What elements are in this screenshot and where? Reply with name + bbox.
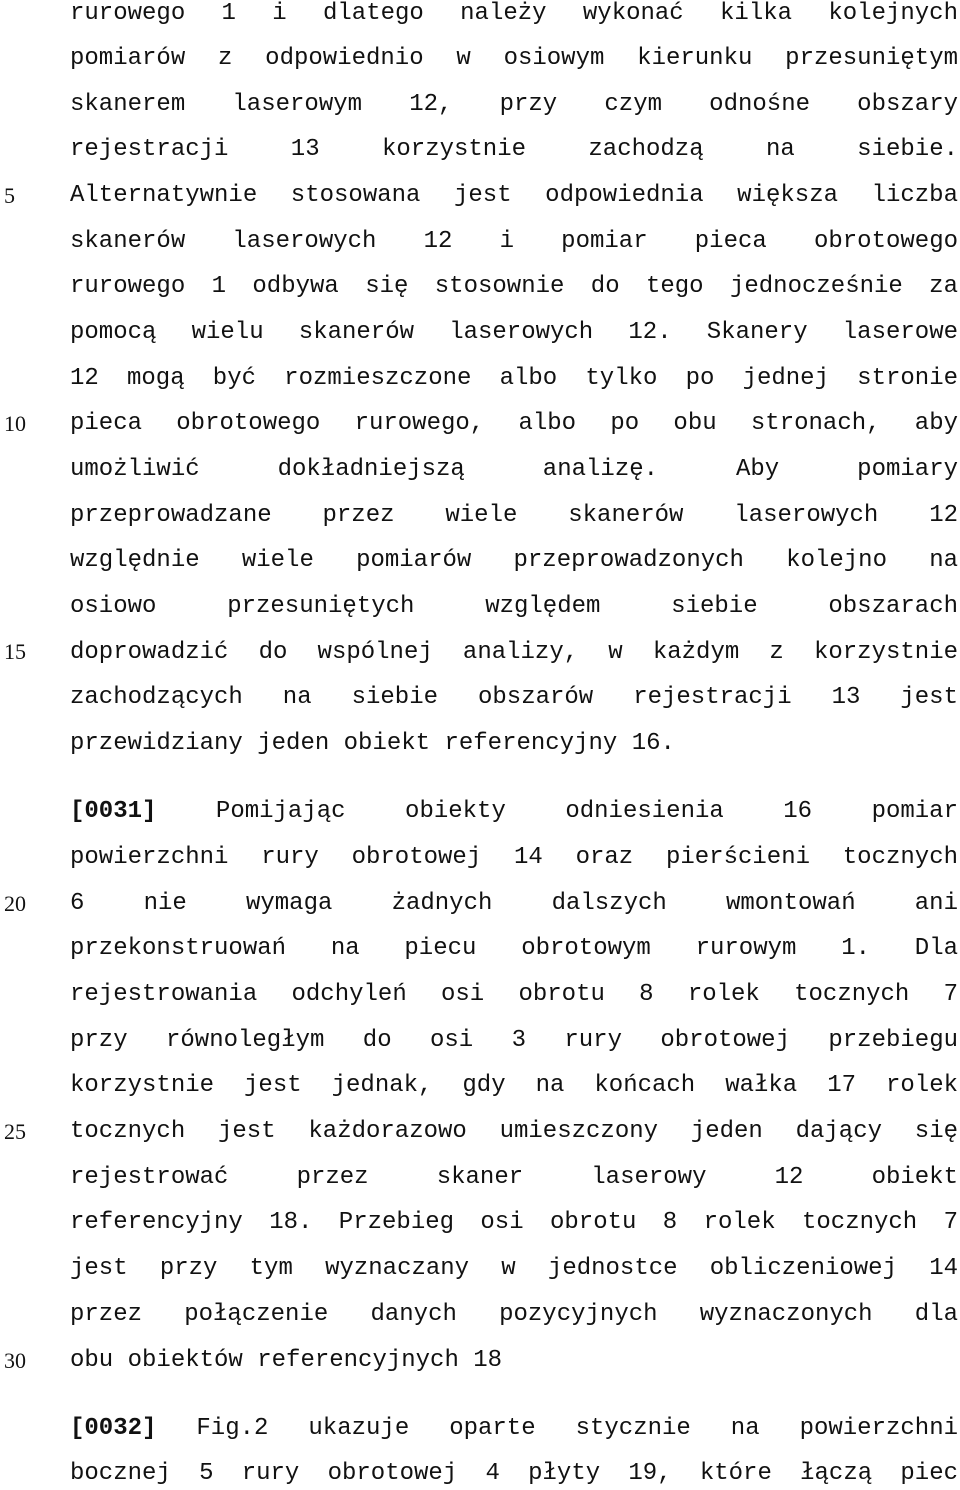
line-number-10: 10 bbox=[4, 411, 26, 436]
text-line: bocznej 5 rury obrotowej 4 płyty 19, które łączą piec bbox=[70, 1460, 958, 1487]
text-line: powierzchni rury obrotowej 14 oraz pierścieni tocznych bbox=[70, 844, 958, 871]
text-line: referencyjny 18. Przebieg osi obrotu 8 rolek tocznych 7 bbox=[70, 1209, 958, 1236]
line-number-5: 5 bbox=[4, 183, 15, 208]
line-number-20: 20 bbox=[4, 891, 26, 916]
text-span: Pomijając obiekty odniesienia 16 pomiar bbox=[215, 798, 958, 825]
line-number-15: 15 bbox=[4, 639, 26, 664]
text-span: Fig.2 ukazuje oparte stycznie na powierzchni bbox=[196, 1415, 958, 1442]
text-line: Alternatywnie stosowana jest odpowiednia większa liczba bbox=[70, 182, 958, 209]
text-line: przez połączenie danych pozycyjnych wyznaczonych dla bbox=[70, 1301, 958, 1328]
text-line: skanerów laserowych 12 i pomiar pieca obrotowego bbox=[70, 228, 958, 255]
text-line: przeprowadzane przez wiele skanerów laserowych 12 bbox=[70, 502, 958, 529]
text-line: 6 nie wymaga żadnych dalszych wmontowań ani bbox=[70, 890, 958, 917]
text-line: 12 mogą być rozmieszczone albo tylko po jednej stronie bbox=[70, 365, 958, 392]
line-number-25: 25 bbox=[4, 1119, 26, 1144]
text-line: rurowego 1 i dlatego należy wykonać kilka kolejnych bbox=[70, 0, 958, 27]
paragraph-tag: [0032] bbox=[70, 1415, 157, 1442]
line-number-30: 30 bbox=[4, 1348, 26, 1373]
text-line bbox=[70, 1413, 958, 1445]
text-line: pomiarów z odpowiednio w osiowym kierunku przesuniętym bbox=[70, 45, 958, 72]
text-line: zachodzących na siebie obszarów rejestracji 13 jest bbox=[70, 684, 958, 711]
text-line: skanerem laserowym 12, przy czym odnośne obszary bbox=[70, 91, 958, 118]
text-line: pomocą wielu skanerów laserowych 12. Skanery laserowe bbox=[70, 319, 958, 346]
text-line: przekonstruowań na piecu obrotowym rurowym 1. Dla bbox=[70, 935, 958, 962]
text-line: umożliwić dokładniejszą analizę. Aby pomiary bbox=[70, 456, 958, 483]
text-line: rejestracji 13 korzystnie zachodzą na siebie. bbox=[70, 136, 958, 163]
text-line: przy równoległym do osi 3 rury obrotowej przebiegu bbox=[70, 1027, 958, 1054]
text-line: obu obiektów referencyjnych 18 bbox=[70, 1347, 503, 1374]
text-line: przewidziany jeden obiekt referencyjny 16. bbox=[70, 730, 675, 757]
text-line: rejestrować przez skaner laserowy 12 obiekt bbox=[70, 1164, 958, 1191]
text-line: pieca obrotowego rurowego, albo po obu stronach, aby bbox=[70, 410, 958, 437]
text-line: korzystnie jest jednak, gdy na końcach wałka 17 rolek bbox=[70, 1072, 958, 1099]
paragraph-tag: [0031] bbox=[70, 798, 157, 825]
text-line: względnie wiele pomiarów przeprowadzonych kolejno na bbox=[70, 547, 958, 574]
text-line: osiowo przesuniętych względem siebie obszarach bbox=[70, 593, 958, 620]
text-line: jest przy tym wyznaczany w jednostce obliczeniowej 14 bbox=[70, 1255, 958, 1282]
text-line: doprowadzić do wspólnej analizy, w każdym z korzystnie bbox=[70, 639, 958, 666]
text-line: rejestrowania odchyleń osi obrotu 8 rolek tocznych 7 bbox=[70, 981, 958, 1008]
text-line: rurowego 1 odbywa się stosownie do tego jednocześnie za bbox=[70, 273, 958, 300]
text-line bbox=[70, 796, 958, 828]
text-line: tocznych jest każdorazowo umieszczony jeden dający się bbox=[70, 1118, 958, 1145]
